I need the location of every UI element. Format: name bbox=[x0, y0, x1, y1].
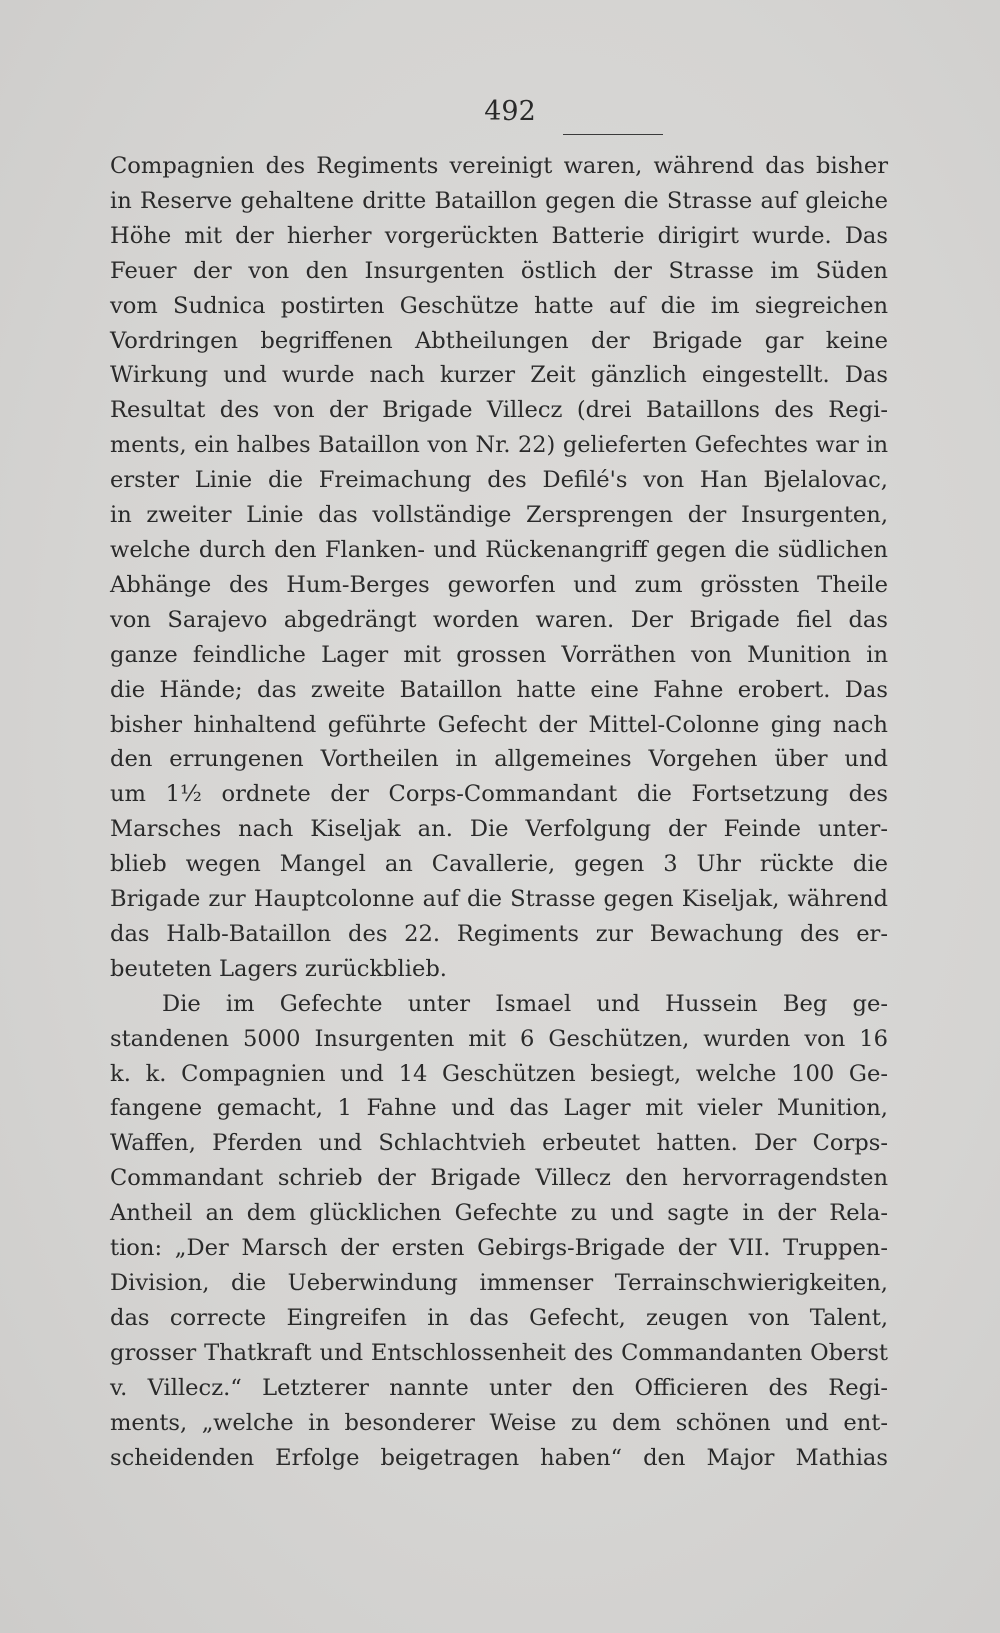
text-line: Waffen, Pferden und Schlachtvieh erbeutet hatten. Der Corps- bbox=[110, 1130, 888, 1157]
paragraph-2 bbox=[110, 987, 888, 1476]
body-text bbox=[110, 149, 888, 1475]
text-line: welche durch den Flanken- und Rückenangriff gegen die südlichen bbox=[110, 536, 888, 563]
text-line: in zweiter Linie das vollständige Zersprengen der Insurgenten, bbox=[110, 502, 888, 529]
text-line: das correcte Eingreifen in das Gefecht, zeugen von Talent, bbox=[110, 1304, 888, 1331]
text-line: Compagnien des Regiments vereinigt waren, während das bisher bbox=[110, 153, 888, 179]
text-line: Marsches nach Kiseljak an. Die Verfolgung der Feinde unter- bbox=[110, 816, 888, 843]
text-line: k. k. Compagnien und 14 Geschützen besiegt, welche 100 Ge- bbox=[110, 1060, 888, 1087]
text-line: standenen 5000 Insurgenten mit 6 Geschützen, wurden von 16 bbox=[110, 1025, 888, 1052]
text-line: ments, „welche in besonderer Weise zu dem schönen und ent- bbox=[110, 1409, 888, 1436]
text-line: Feuer der von den Insurgenten östlich der Strasse im Süden bbox=[110, 257, 888, 284]
text-line: Die im Gefechte unter Ismael und Hussein Beg ge- bbox=[162, 990, 888, 1017]
text-line: grosser Thatkraft und Entschlossenheit des Commandanten Oberst bbox=[110, 1339, 888, 1366]
page-number: 492 bbox=[484, 96, 536, 127]
text-line: scheidenden Erfolge beigetragen haben“ den Major Mathias bbox=[110, 1444, 888, 1471]
text-line: vom Sudnica postirten Geschütze hatte auf die im siegreichen bbox=[110, 292, 888, 319]
header-rule bbox=[563, 134, 663, 135]
paragraph-1 bbox=[110, 149, 888, 987]
text-line: den errungenen Vortheilen in allgemeines Vorgehen über und bbox=[110, 746, 888, 773]
text-line: die Hände; das zweite Bataillon hatte eine Fahne erobert. Das bbox=[110, 676, 888, 703]
text-line: ganze feindliche Lager mit grossen Vorräthen von Munition in bbox=[110, 641, 888, 668]
text-line: Resultat des von der Brigade Villecz (drei Bataillons des Regi- bbox=[110, 397, 888, 424]
text-line: Abhänge des Hum-Berges geworfen und zum grössten Theile bbox=[110, 571, 888, 598]
text-line: bisher hinhaltend geführte Gefecht der Mittel-Colonne ging nach bbox=[110, 711, 888, 738]
text-line: Division, die Ueberwindung immenser Terrainschwierigkeiten, bbox=[110, 1270, 888, 1296]
text-line: Wirkung und wurde nach kurzer Zeit gänzlich eingestellt. Das bbox=[110, 362, 888, 389]
text-line: blieb wegen Mangel an Cavallerie, gegen 3 Uhr rückte die bbox=[110, 851, 888, 878]
text-line: Commandant schrieb der Brigade Villecz den hervorragendsten bbox=[110, 1165, 888, 1192]
text-line: das Halb-Bataillon des 22. Regiments zur Bewachung des er- bbox=[110, 920, 888, 947]
text-line: Antheil an dem glücklichen Gefechte zu und sagte in der Rela- bbox=[110, 1200, 888, 1227]
text-line: in Reserve gehaltene dritte Bataillon gegen die Strasse auf gleiche bbox=[110, 187, 888, 214]
text-line: Höhe mit der hierher vorgerückten Batterie dirigirt wurde. Das bbox=[110, 222, 888, 249]
text-line: Brigade zur Hauptcolonne auf die Strasse gegen Kiseljak, während bbox=[110, 886, 888, 913]
text-line: tion: „Der Marsch der ersten Gebirgs-Brigade der VII. Truppen- bbox=[110, 1235, 888, 1262]
text-line: v. Villecz.“ Letzterer nannte unter den Officieren des Regi- bbox=[110, 1374, 888, 1401]
text-line: erster Linie die Freimachung des Defilé's von Han Bjelalovac, bbox=[110, 467, 888, 494]
text-line: beuteten Lagers zurückblieb. bbox=[110, 955, 447, 982]
text-line: Vordringen begriffenen Abtheilungen der Brigade gar keine bbox=[110, 327, 888, 354]
text-line: ments, ein halbes Bataillon von Nr. 22) gelieferten Gefechtes war in bbox=[110, 432, 888, 459]
text-line: von Sarajevo abgedrängt worden waren. Der Brigade fiel das bbox=[110, 606, 888, 633]
text-line: um 1½ ordnete der Corps-Commandant die Fortsetzung des bbox=[110, 781, 888, 808]
text-line: fangene gemacht, 1 Fahne und das Lager mit vieler Munition, bbox=[110, 1095, 888, 1122]
